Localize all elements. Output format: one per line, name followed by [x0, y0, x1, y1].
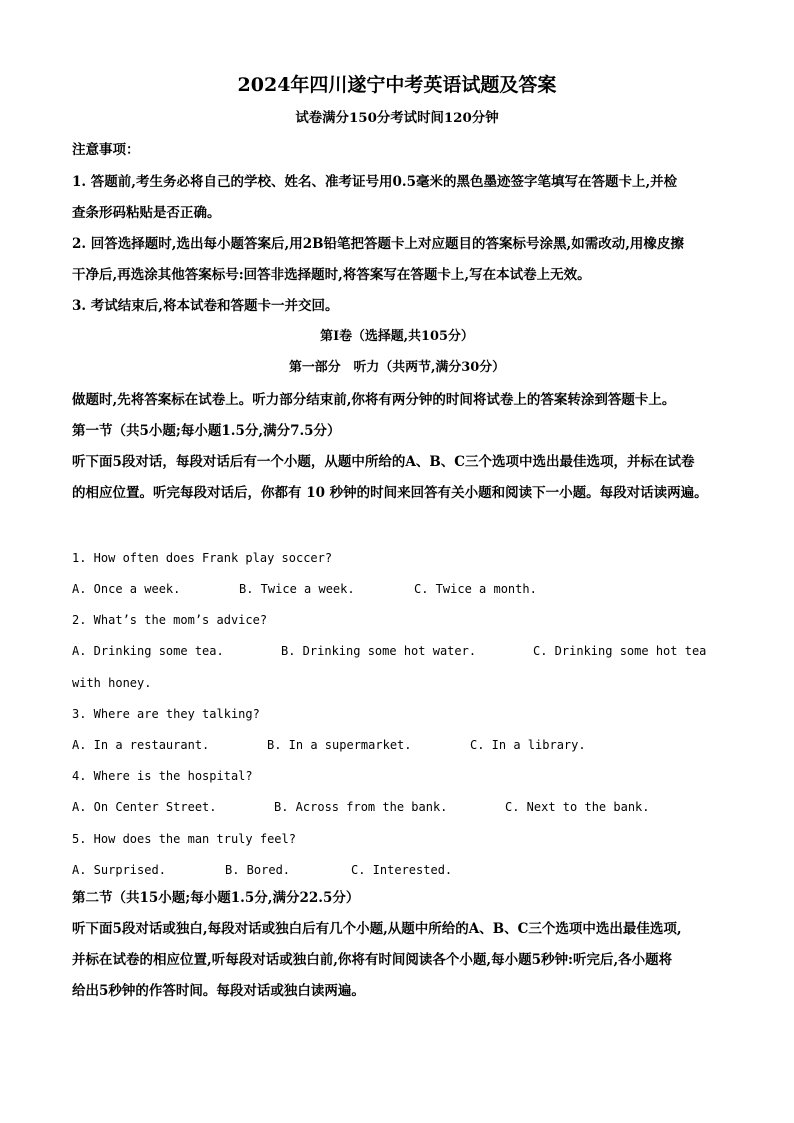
- question-5-text: 5. How does the man truly feel?: [72, 832, 296, 846]
- section-2-instruction-line-2: 并标在试卷的相应位置,听每段对话或独白前,你将有时间阅读各个小题,每小题5秒钟:听完后,各小题将: [72, 952, 673, 968]
- question-4-option-c: C. Next to the bank.: [505, 800, 650, 814]
- question-5-option-b: B. Bored.: [225, 863, 291, 877]
- question-2-option-a: A. Drinking some tea.: [72, 644, 224, 658]
- question-4-option-a: A. On Center Street.: [72, 800, 217, 814]
- section-1-heading: 第一节（共5小题;每小题1.5分,满分7.5分）: [72, 423, 341, 439]
- question-1-text: 1. How often does Frank play soccer?: [72, 551, 333, 565]
- section-1-instruction-line-2: 的相应位置。听完每段对话后，你都有 10 秒钟的时间来回答有关小题和阅读下一小题。每段对话读两遍。: [72, 485, 708, 501]
- question-1-option-b: B. Twice a week.: [239, 582, 355, 596]
- question-3-option-a: A. In a restaurant.: [72, 738, 210, 752]
- notice-item-1-line-2: 查条形码粘贴是否正确。: [72, 205, 221, 221]
- question-1-option-a: A. Once a week.: [72, 582, 181, 596]
- question-3-text: 3. Where are they talking?: [72, 707, 260, 721]
- question-3-option-b: B. In a supermarket.: [267, 738, 412, 752]
- listening-note: 做题时,先将答案标在试卷上。听力部分结束前,你将有两分钟的时间将试卷上的答案转涂到答题卡上。: [72, 392, 676, 408]
- question-1-option-c: C. Twice a month.: [414, 582, 537, 596]
- section-2-instruction-line-1: 听下面5段对话或独白,每段对话或独白后有几个小题,从题中所给的A、B、C三个选项中选出最佳选项,: [72, 921, 682, 937]
- notice-item-3: 3. 考试结束后,将本试卷和答题卡一并交回。: [72, 298, 339, 314]
- section-2-heading: 第二节（共15小题;每小题1.5分,满分22.5分）: [72, 890, 360, 906]
- question-4-option-b: B. Across from the bank.: [274, 800, 448, 814]
- volume-1-heading: 第Ⅰ卷（选择题,共105分）: [320, 329, 474, 344]
- question-5-option-c: C. Interested.: [351, 863, 453, 877]
- question-2-option-b: B. Drinking some hot water.: [281, 644, 477, 658]
- question-2-text: 2. What’s the mom’s advice?: [72, 613, 268, 627]
- question-3-option-c: C. In a library.: [470, 738, 586, 752]
- notice-item-1-line-1: 1. 答题前,考生务必将自己的学校、姓名、准考证号用0.5毫米的黑色墨迹签字笔填写在答题卡上,并检: [72, 174, 678, 190]
- notice-heading: 注意事项：: [72, 142, 140, 158]
- section-1-instruction-line-1: 听下面5段对话，每段对话后有一个小题，从题中所给的A、B、C三个选项中选出最佳选项，并标在试卷: [72, 454, 695, 470]
- part-1-heading: 第一部分 听力（共两节,满分30分）: [288, 360, 506, 375]
- question-2-option-c: C. Drinking some hot tea: [533, 644, 707, 658]
- question-4-text: 4. Where is the hospital?: [72, 769, 253, 783]
- question-5-option-a: A. Surprised.: [72, 863, 166, 877]
- notice-item-2-line-1: 2. 回答选择题时,选出每小题答案后,用2B铅笔把答题卡上对应题目的答案标号涂黑,如需改动,用橡皮擦: [72, 236, 684, 252]
- exam-title: 2024年四川遂宁中考英语试题及答案: [237, 74, 557, 96]
- question-2-option-c-continued: with honey.: [72, 676, 152, 690]
- exam-subtitle: 试卷满分150分考试时间120分钟: [295, 110, 499, 126]
- section-2-instruction-line-3: 给出5秒钟的作答时间。每段对话或独白读两遍。: [72, 983, 365, 999]
- notice-item-2-line-2: 干净后,再选涂其他答案标号:回答非选择题时,将答案写在答题卡上,写在本试卷上无效。: [72, 267, 591, 283]
